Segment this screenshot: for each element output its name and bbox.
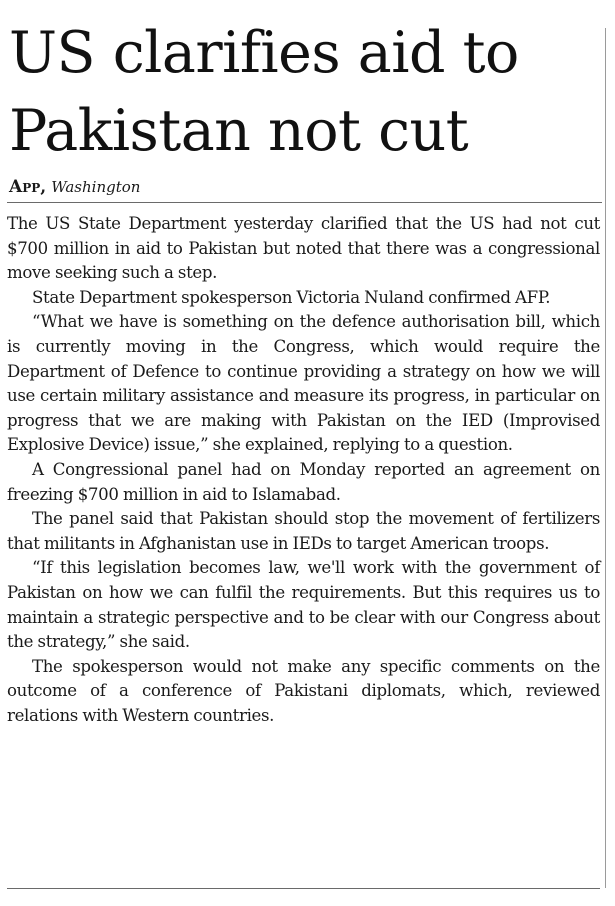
byline xyxy=(7,176,602,203)
bottom-divider xyxy=(7,888,600,889)
byline-city: Washington xyxy=(51,178,141,196)
column-divider xyxy=(605,28,606,888)
paragraph-1: The US State Department yesterday clarified that the US had not cut $700 million in aid to Pakistan but noted that there was a congressional move seeking such a step. xyxy=(7,214,600,283)
paragraph-4: A Congressional panel had on Monday reported an agreement on freezing $700 million in aid to Islamabad. xyxy=(7,459,600,504)
paragraph-7: The spokesperson would not make any specific comments on the outcome of a conference of Pakistani diplomats, which, reviewed relations with Western countries. xyxy=(7,656,600,725)
byline-agency: App, xyxy=(9,177,47,197)
headline: US clarifies aid to Pakistan not cut xyxy=(9,20,519,164)
paragraph-3: “What we have is something on the defence authorisation bill, which is currently moving in the Congress, which would require the Department of Defence to continue providing a strategy on how we will use certain military assistance and measure its progress, in particular on progress that we are making with Pakistan on the IED (Improvised Explosive Device) issue,” she explained, replying to a question. xyxy=(7,312,600,455)
news-article xyxy=(7,0,600,906)
paragraph-2: State Department spokesperson Victoria Nuland confirmed AFP. xyxy=(32,287,551,307)
paragraph-6: “If this legislation becomes law, we'll work with the government of Pakistan on how we can fulfil the requirements. But this requires us to maintain a strategic perspective and to be clear with our Congress about the strategy,” she said. xyxy=(7,558,600,652)
paragraph-5: The panel said that Pakistan should stop the movement of fertilizers that militants in Afghanistan use in IEDs to target American troops. xyxy=(7,509,600,553)
article-body xyxy=(7,212,600,728)
